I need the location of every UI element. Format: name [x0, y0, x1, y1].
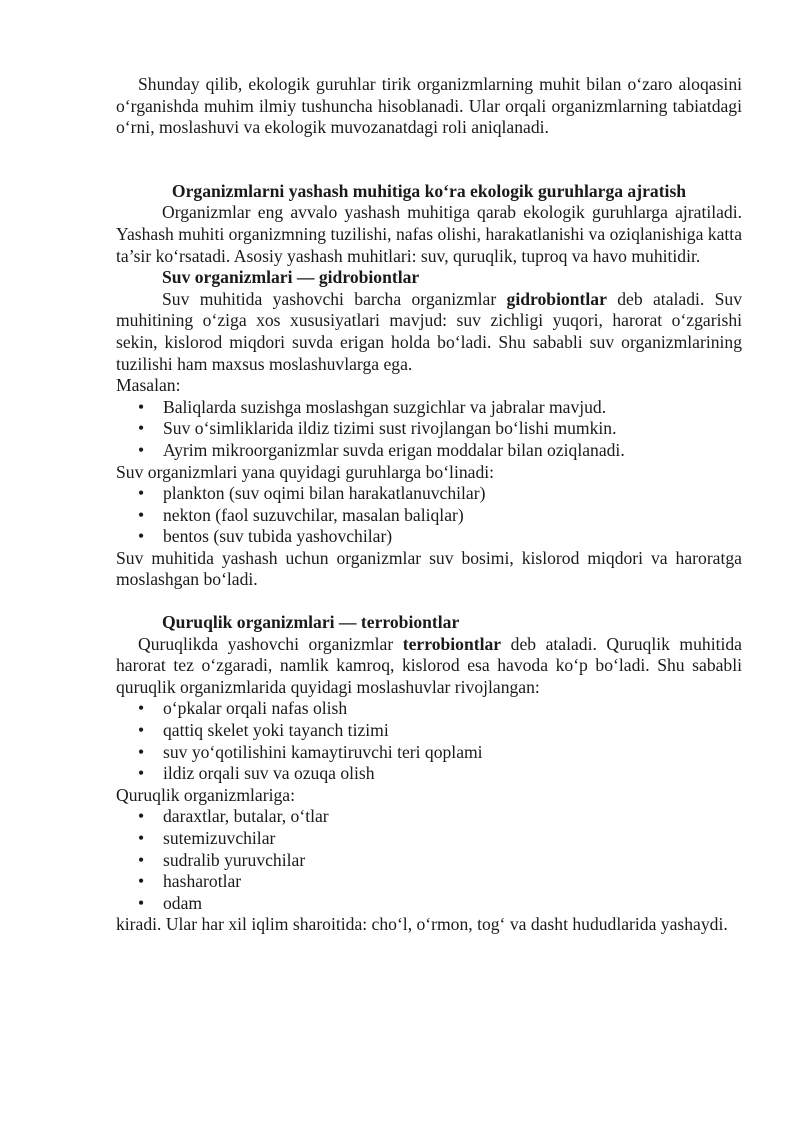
document-page [116, 74, 742, 936]
list-item: • ildiz orqali suv va ozuqa olish [116, 763, 742, 785]
example-label: Masalan: [116, 375, 181, 396]
section-title: Organizmlarni yashash muhitiga ko‘ra ekologik guruhlarga ajratish [171, 180, 687, 201]
list-item: • hasharotlar [116, 871, 742, 893]
water-groups-list [116, 483, 742, 548]
water-organisms-paragraph [116, 289, 742, 375]
land-organisms-paragraph [116, 634, 742, 699]
term-terrobiontlar: terrobiontlar [402, 633, 502, 654]
land-organisms-heading: Quruqlik organizmlari — terrobiontlar [162, 612, 460, 633]
water-organisms-heading: Suv organizmlari — gidrobiontlar [162, 267, 420, 288]
spacer [116, 139, 742, 181]
land-conclusion: kiradi. Ular har xil iqlim sharoitida: cho‘l, o‘rmon, tog‘ va dasht hududlarida yashaydi. [116, 914, 728, 935]
land-members-label: Quruqlik organizmlariga: [116, 784, 295, 805]
land-adaptations-list [116, 698, 742, 784]
section-intro-paragraph: Organizmlar eng avvalo yashash muhitiga qarab ekologik guruhlarga ajratiladi. Yashash muhiti organizmning tuzilishi, nafas olishi, harakatlanishi va oziqlanishiga katta ta’sir ko‘rsatadi. Asosiy yashash muhitlari: suv, quruqlik, tuproq va havo muhitidir. [116, 202, 742, 266]
land-members-list [116, 806, 742, 914]
spacer [116, 591, 742, 612]
water-examples-list [116, 397, 742, 462]
intro-paragraph: Shunday qilib, ekologik guruhlar tirik organizmlarning muhit bilan o‘zaro aloqasini o‘rganishda muhim ilmiy tushuncha hisoblanadi. Ular orqali organizmlarning tabiatdagi o‘rni, moslashuvi va ekologik muvozanatdagi roli aniqlanadi. [116, 74, 742, 138]
list-item: • odam [116, 893, 742, 915]
land-para-after: deb ataladi. Quruqlik muhitida harorat tez o‘zgaradi, namlik kamroq, kislorod esa havoda ko‘p bo‘ladi. Shu sababli quruqlik organizmlarida quyidagi moslashuvlar rivojlangan: [116, 633, 742, 697]
list-item: • Baliqlarda suzishga moslashgan suzgichlar va jabralar mavjud. [116, 397, 742, 419]
list-item: • qattiq skelet yoki tayanch tizimi [116, 720, 742, 742]
land-para-before: Quruqlikda yashovchi organizmlar [138, 633, 394, 654]
water-groups-label: Suv organizmlari yana quyidagi guruhlarga bo‘linadi: [116, 461, 495, 482]
list-item: • sudralib yuruvchilar [116, 850, 742, 872]
list-item: • plankton (suv oqimi bilan harakatlanuvchilar) [116, 483, 742, 505]
list-item: • o‘pkalar orqali nafas olish [116, 698, 742, 720]
list-item: • suv yo‘qotilishini kamaytiruvchi teri qoplami [116, 742, 742, 764]
list-item: • Ayrim mikroorganizmlar suvda erigan moddalar bilan oziqlanadi. [116, 440, 742, 462]
list-item: • sutemizuvchilar [116, 828, 742, 850]
water-conclusion: Suv muhitida yashash uchun organizmlar suv bosimi, kislorod miqdori va haroratga moslashgan bo‘ladi. [116, 547, 742, 590]
water-para-before: Suv muhitida yashovchi barcha organizmlar [162, 288, 497, 309]
list-item: • nekton (faol suzuvchilar, masalan baliqlar) [116, 505, 742, 527]
term-gidrobiontlar: gidrobiontlar [506, 288, 607, 309]
list-item: • Suv o‘simliklarida ildiz tizimi sust rivojlangan bo‘lishi mumkin. [116, 418, 742, 440]
water-para-after: deb ataladi. Suv muhitining o‘ziga xos xususiyatlari mavjud: suv zichligi yuqori, harorat o‘zgarishi sekin, kislorod miqdori suvda erigan holda bo‘ladi. Shu sababli suv organizmlarining tuzilishi ham maxsus moslashuvlarga ega. [116, 288, 742, 374]
list-item: • daraxtlar, butalar, o‘tlar [116, 806, 742, 828]
list-item: • bentos (suv tubida yashovchilar) [116, 526, 742, 548]
